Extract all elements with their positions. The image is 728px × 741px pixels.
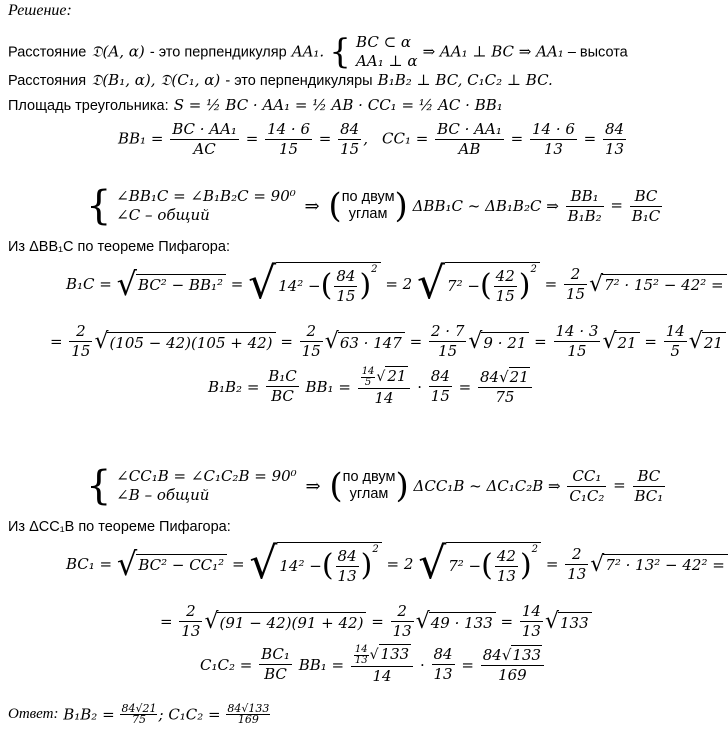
sqrt-7-15-42: 7² · 15² − 42² = — [602, 274, 727, 294]
pythagoras-2-line-b: = $\frac{2}{13}$ √(91 − 42)(91 + 42) = $\frac{2}{13}$ √49 · 133 = $\frac{14}{13}$ √133 — [160, 602, 592, 641]
complex-frac-1: $\frac{14}{5}$ √ 21 14 — [358, 366, 411, 408]
cc1-formula: CC₁ = $\frac{\text{BC · AA₁}}{AB}$ = $\frac{14 \cdot 6}{13}$ = $\frac{84}{13}$ — [382, 120, 625, 158]
sqrt-7-13-42: 7² · 13² − 42² = — [603, 554, 728, 574]
eq-two: = 2 — [385, 275, 413, 293]
sqrt-bc2-cc12: BC² − CC₁² — [136, 554, 227, 574]
similarity-1-row-2: ∠C – общий — [116, 206, 210, 224]
similarity-2-ratio-1: $\frac{\text{CC₁}}{\text{C₁C₂}}$ — [569, 466, 605, 505]
line3-lead: Площадь треугольника: — [8, 98, 169, 114]
line-triangle-area — [8, 95, 503, 114]
line-distance-a — [8, 32, 628, 72]
similarity-2-relation: ΔCC₁B ~ ΔC₁C₂B ⇒ — [413, 477, 561, 495]
pythagoras-1-heading: Из ΔBB₁C по теореме Пифагора: — [8, 239, 230, 255]
sqrt-9-21: 9 · 21 — [481, 332, 529, 352]
sqrt-14-84-15: 14² −( $\frac{84}{15}$ )$^2$ — [276, 262, 380, 306]
sqrt-133: 133 — [558, 612, 592, 632]
bc1-lhs: BC₁ = — [66, 555, 113, 573]
sqrt-49-133: 49 · 133 — [429, 612, 496, 632]
system-conditions — [356, 33, 417, 71]
bb1-formula: BB₁ = $\frac{\text{BC · AA₁}}{AC}$ = $\frac{14 \cdot 6}{15}$ = $\frac{84}{15}$ , — [118, 120, 368, 158]
b1c-lhs: B₁C = — [66, 275, 112, 293]
pythagoras-1-line-b: = $\frac{2}{15}$ √(105 − 42)(105 + 42) = $\frac{2}{15}$ √63 · 147 = $\frac{2 \cdot 7}{15}$ √9 · 21 = $\frac{14 \cdot 3}{15}$ √21 = $\frac{14}{5}$ √21 — [50, 322, 726, 361]
similarity-1-reason: по двум углам — [341, 189, 395, 222]
bb1-frac-2: $\frac{14 \cdot 6}{15}$ — [267, 120, 310, 158]
similarity-1-ratio-1: $\frac{\text{BB₁}}{\text{B₁B₂}}$ — [567, 186, 602, 225]
system-row-1: BC ⊂ α — [356, 33, 412, 51]
similarity-2: { ∠CC₁B = ∠C₁C₂B = 90⁰ ∠B – общий ⇒ ( по двум углам ) ΔCC₁B ~ ΔC₁C₂B ⇒ $\frac{\text{CC₁}}{\text{C₁C₂}}$ = $\frac{BC}{\text{BC₁}}$ — [86, 463, 664, 509]
sqrt-63-147: 63 · 147 — [338, 332, 405, 352]
cc1-frac-2: $\frac{14 \cdot 6}{13}$ — [531, 120, 575, 158]
cc1-frac-1: $\frac{\text{BC · AA₁}}{AB}$ — [437, 120, 502, 158]
cc1-frac-3: $\frac{84}{13}$ — [605, 120, 625, 158]
eq-two-2: = 2 — [386, 555, 414, 573]
similarity-2-row-1: ∠CC₁B = ∠C₁C₂B = 90⁰ — [116, 467, 297, 485]
sqrt-bc2-bb12: BC² − BB₁² — [136, 274, 226, 294]
complex-frac-2: $\frac{14}{13}$ √ 133 14 — [351, 644, 413, 686]
line1-dist: 𝔇(A, α) — [91, 42, 145, 61]
answer-line: Ответ: B₁B₂ = $\frac{84√21}{75}$ ; C₁C₂ = $\frac{84√133}{169}$ — [8, 702, 270, 726]
similarity-1-row-1: ∠BB₁C = ∠B₁B₂C = 90⁰ — [116, 187, 296, 205]
similarity-2-row-2: ∠B – общий — [116, 486, 210, 504]
line1-lead: Расстояние — [8, 44, 87, 61]
sqrt-14-84-13: 14² −( $\frac{84}{13}$ )$^2$ — [277, 542, 381, 586]
sqrt-7-42-13: 7² −( $\frac{42}{13}$ )$^2$ — [446, 542, 541, 586]
similarity-1-brace: { — [86, 183, 112, 229]
pythagoras-1-line-a: B₁C = √BC² − BB₁² = √ 14² −( $\frac{84}{15}$ )$^2$ = 2 √ 7² −( $\frac{42}{15}$ )$^2$ = $\frac{2}{15}$ √7² · 15² − 42² = — [66, 262, 727, 306]
line1-conclusion-tail: – высота — [563, 44, 628, 61]
bb1-frac-1: $\frac{\text{BC · AA₁}}{AC}$ — [172, 120, 237, 158]
sqrt-91: (91 − 42)(91 + 42) — [217, 612, 366, 632]
sqrt-21-a: 21 — [615, 332, 639, 352]
line2-mid: - это перпендикуляры — [225, 73, 373, 89]
answer-label: Ответ: — [8, 706, 59, 722]
similarity-2-ratio-2: $\frac{BC}{\text{BC₁}}$ — [634, 466, 664, 505]
solution-heading: Решение: — [8, 2, 72, 19]
area-formula: S = ½ BC · AA₁ = ½ AB · CC₁ = ½ AC · BB₁ — [173, 96, 503, 114]
similarity-1-conditions — [116, 187, 296, 225]
line2-dists: 𝔇(B₁, α), 𝔇(C₁, α) — [91, 71, 221, 89]
b1b2-formula: B₁B₂ = $\frac{\text{B₁C}}{BC}$ BB₁ = $\frac{14}{5}$ √ 21 14 · $\frac{84}{15}$ = $\frac{84√21}{75}$ — [208, 366, 534, 408]
bb1-frac-3: $\frac{84}{15}$ — [340, 120, 360, 158]
line1-mid: - это перпендикуляр — [149, 44, 287, 61]
c1c2-result: $\frac{84√133}{169}$ — [481, 645, 544, 685]
answer-c1c2: C₁C₂ = — [168, 705, 221, 724]
similarity-1-relation: ΔBB₁C ~ ΔB₁B₂C ⇒ — [412, 197, 559, 215]
line1-conclusion: ⇒ AA₁ ⊥ BC ⇒ AA₁ — [422, 42, 564, 61]
system-brace: { — [329, 32, 351, 72]
similarity-2-conditions — [116, 467, 296, 505]
line1-aa1: AA₁. — [291, 42, 325, 61]
b1b2-result: $\frac{84√21}{75}$ — [478, 367, 532, 407]
pythagoras-2-heading: Из ΔCC₁B по теореме Пифагора: — [8, 519, 231, 535]
line2-lead: Расстояния — [8, 73, 87, 89]
similarity-1-ratio-2: $\frac{BC}{\text{B₁C}}$ — [631, 186, 661, 225]
bb1-lhs: BB₁ = — [118, 129, 164, 148]
line-distance-b1-c1 — [8, 70, 553, 89]
line2-perps: B₁B₂ ⊥ BC, C₁C₂ ⊥ BC. — [377, 71, 553, 89]
similarity-1: { ∠BB₁C = ∠B₁B₂C = 90⁰ ∠C – общий ⇒ ( по двум углам ) ΔBB₁C ~ ΔB₁B₂C ⇒ $\frac{\text{BB₁}}{\text{B₁B₂}}$ = $\frac{BC}{\text{B₁C}}$ — [86, 183, 661, 229]
answer-b1b2-value: $\frac{84√21}{75}$ — [121, 702, 157, 726]
similarity-2-brace: { — [86, 463, 112, 509]
system-row-2: AA₁ ⊥ α — [356, 52, 418, 70]
c1c2-formula: C₁C₂ = $\frac{\text{BC₁}}{BC}$ BB₁ = $\frac{14}{13}$ √ 133 14 · $\frac{84}{13}$ = $\frac{84√133}{169}$ — [200, 644, 546, 686]
sqrt-7-42-15: 7² −( $\frac{42}{15}$ )$^2$ — [445, 262, 540, 306]
cc1-lhs: CC₁ = — [382, 129, 429, 148]
sqrt-21-b: 21 — [702, 332, 726, 352]
answer-b1b2: B₁B₂ = — [63, 705, 115, 724]
sqrt-105: (105 − 42)(105 + 42) — [107, 332, 275, 352]
answer-c1c2-value: $\frac{84√133}{169}$ — [227, 702, 270, 726]
pythagoras-2-line-a: BC₁ = √BC² − CC₁² = √ 14² −( $\frac{84}{13}$ )$^2$ = 2 √ 7² −( $\frac{42}{13}$ )$^2$ = $\frac{2}{13}$ √7² · 13² − 42² = — [66, 542, 728, 586]
similarity-2-reason: по двум углам — [342, 469, 396, 502]
